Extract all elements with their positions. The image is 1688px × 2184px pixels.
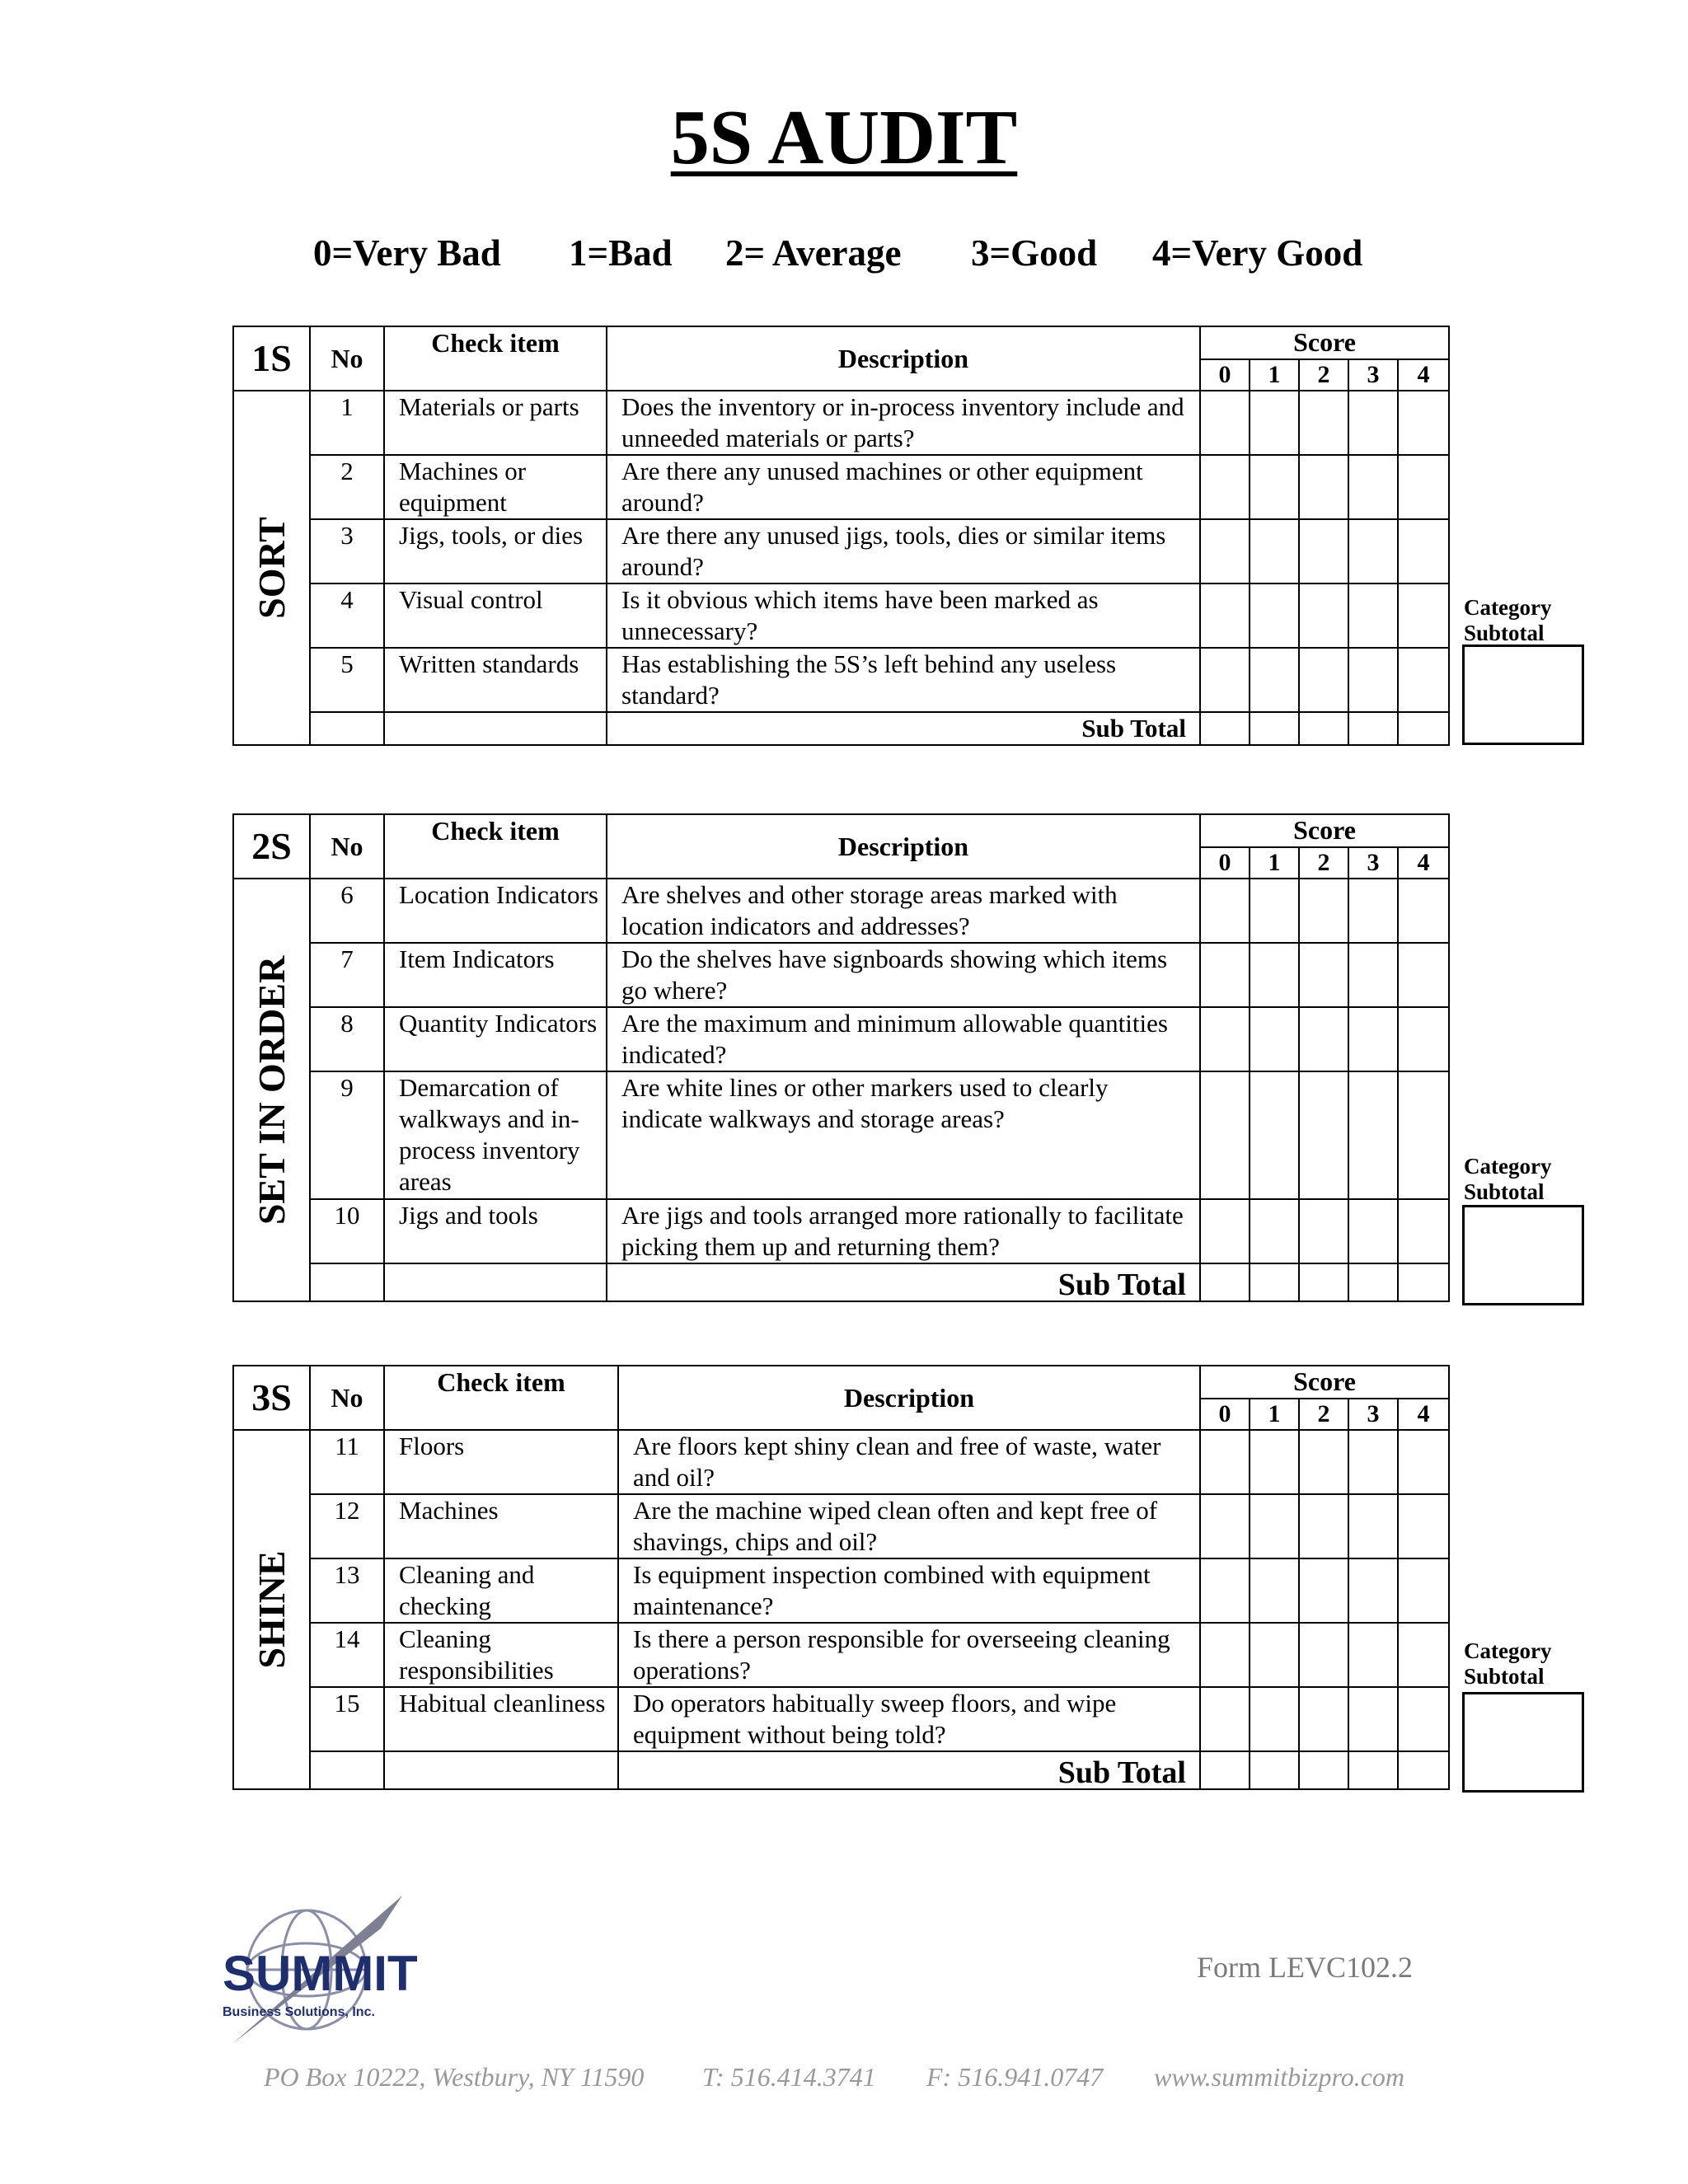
item-number: 13 bbox=[310, 1558, 384, 1623]
score-cell-0[interactable] bbox=[1200, 1430, 1250, 1494]
check-item: Floors bbox=[384, 1430, 618, 1494]
subtotal-score-cell-2[interactable] bbox=[1299, 1263, 1348, 1301]
score-cell-0[interactable] bbox=[1200, 879, 1250, 943]
item-description: Does the inventory or in-process inventory include and unneeded materials or parts? bbox=[607, 391, 1200, 455]
score-header-1: 1 bbox=[1250, 847, 1299, 879]
header-check-item: Check item bbox=[384, 814, 607, 879]
subtotal-score-cell-3[interactable] bbox=[1348, 712, 1398, 745]
section-3s bbox=[232, 1365, 1450, 1790]
score-cell-1[interactable] bbox=[1250, 455, 1299, 519]
subtotal-score-cell-4[interactable] bbox=[1398, 1751, 1449, 1789]
score-cell-2[interactable] bbox=[1299, 1687, 1348, 1751]
score-cell-0[interactable] bbox=[1200, 943, 1250, 1007]
table-row bbox=[233, 648, 1449, 712]
logo-subtext: Business Solutions, Inc. bbox=[223, 2005, 375, 2019]
score-cell-2[interactable] bbox=[1299, 648, 1348, 712]
section-name: SORT bbox=[250, 517, 293, 619]
score-header-0: 0 bbox=[1200, 1399, 1250, 1430]
table-row bbox=[233, 455, 1449, 519]
section-code: 2S bbox=[233, 814, 310, 879]
table-row bbox=[233, 1007, 1449, 1071]
score-cell-4[interactable] bbox=[1398, 943, 1449, 1007]
item-number: 7 bbox=[310, 943, 384, 1007]
footer-fax: F: 516.941.0747 bbox=[926, 2062, 1104, 2092]
score-cell-2[interactable] bbox=[1299, 1430, 1348, 1494]
table-row bbox=[233, 519, 1449, 583]
item-number: 15 bbox=[310, 1687, 384, 1751]
footer-website: www.summitbizpro.com bbox=[1154, 2062, 1405, 2092]
item-number: 2 bbox=[310, 455, 384, 519]
score-header-4: 4 bbox=[1398, 847, 1449, 879]
section-name: SET IN ORDER bbox=[250, 955, 293, 1225]
score-cell-3[interactable] bbox=[1348, 648, 1398, 712]
section-name: SHINE bbox=[250, 1550, 293, 1669]
section-name-cell bbox=[233, 879, 310, 1301]
score-cell-1[interactable] bbox=[1250, 1007, 1299, 1071]
table-row bbox=[233, 1199, 1449, 1263]
score-cell-0[interactable] bbox=[1200, 391, 1250, 455]
category-subtotal-label bbox=[1464, 1638, 1551, 1690]
section-name-cell bbox=[233, 1430, 310, 1789]
score-cell-4[interactable] bbox=[1398, 1007, 1449, 1071]
check-item: Cleaning and checking bbox=[384, 1558, 618, 1623]
score-cell-0[interactable] bbox=[1200, 1623, 1250, 1687]
audit-table bbox=[232, 326, 1450, 746]
check-item: Item Indicators bbox=[384, 943, 607, 1007]
score-cell-4[interactable] bbox=[1398, 648, 1449, 712]
subtotal-score-cell-2[interactable] bbox=[1299, 1751, 1348, 1789]
score-cell-3[interactable] bbox=[1348, 1199, 1398, 1263]
score-cell-1[interactable] bbox=[1250, 648, 1299, 712]
score-header-2: 2 bbox=[1299, 847, 1348, 879]
check-item: Cleaning responsibilities bbox=[384, 1623, 618, 1687]
subtotal-blank bbox=[384, 1263, 607, 1301]
item-number: 10 bbox=[310, 1199, 384, 1263]
header-check-item: Check item bbox=[384, 1366, 618, 1430]
score-cell-1[interactable] bbox=[1250, 879, 1299, 943]
table-row bbox=[233, 1623, 1449, 1687]
score-header-4: 4 bbox=[1398, 359, 1449, 391]
item-description: Is there a person responsible for overseeing cleaning operations? bbox=[618, 1623, 1200, 1687]
check-item: Demarcation of walkways and in-process inventory areas bbox=[384, 1071, 607, 1199]
score-cell-2[interactable] bbox=[1299, 1007, 1348, 1071]
header-description: Description bbox=[607, 326, 1200, 391]
score-cell-1[interactable] bbox=[1250, 1623, 1299, 1687]
subtotal-blank bbox=[310, 1751, 384, 1789]
audit-table bbox=[232, 813, 1450, 1302]
score-cell-0[interactable] bbox=[1200, 519, 1250, 583]
header-description: Description bbox=[618, 1366, 1200, 1430]
score-header-4: 4 bbox=[1398, 1399, 1449, 1430]
score-cell-1[interactable] bbox=[1250, 1558, 1299, 1623]
score-header-3: 3 bbox=[1348, 1399, 1398, 1430]
score-cell-4[interactable] bbox=[1398, 519, 1449, 583]
item-number: 3 bbox=[310, 519, 384, 583]
audit-table bbox=[232, 1365, 1450, 1790]
table-row bbox=[233, 1494, 1449, 1558]
subtotal-blank bbox=[384, 1751, 618, 1789]
score-cell-2[interactable] bbox=[1299, 879, 1348, 943]
item-number: 9 bbox=[310, 1071, 384, 1199]
category-label-line1: Category bbox=[1464, 595, 1552, 620]
score-cell-1[interactable] bbox=[1250, 1199, 1299, 1263]
score-cell-0[interactable] bbox=[1200, 1687, 1250, 1751]
score-cell-3[interactable] bbox=[1348, 1623, 1398, 1687]
score-cell-4[interactable] bbox=[1398, 583, 1449, 648]
category-label-line1: Category bbox=[1464, 1154, 1552, 1179]
subtotal-score-cell-1[interactable] bbox=[1250, 712, 1299, 745]
score-cell-1[interactable] bbox=[1250, 1430, 1299, 1494]
subtotal-score-cell-0[interactable] bbox=[1200, 712, 1250, 745]
category-label-line2: Subtotal bbox=[1464, 1664, 1545, 1689]
score-cell-2[interactable] bbox=[1299, 391, 1348, 455]
score-cell-2[interactable] bbox=[1299, 1558, 1348, 1623]
item-description: Are jigs and tools arranged more rationally to facilitate picking them up and returning them? bbox=[607, 1199, 1200, 1263]
score-cell-0[interactable] bbox=[1200, 1007, 1250, 1071]
score-cell-4[interactable] bbox=[1398, 879, 1449, 943]
category-label-line2: Subtotal bbox=[1464, 1179, 1545, 1204]
check-item: Machines or equipment bbox=[384, 455, 607, 519]
score-cell-4[interactable] bbox=[1398, 455, 1449, 519]
item-number: 6 bbox=[310, 879, 384, 943]
table-row bbox=[233, 1558, 1449, 1623]
section-code: 1S bbox=[233, 326, 310, 391]
item-description: Do the shelves have signboards showing which items go where? bbox=[607, 943, 1200, 1007]
subtotal-score-cell-3[interactable] bbox=[1348, 1263, 1398, 1301]
score-cell-1[interactable] bbox=[1250, 583, 1299, 648]
subtotal-blank bbox=[384, 712, 607, 745]
table-row bbox=[233, 391, 1449, 455]
score-cell-0[interactable] bbox=[1200, 1199, 1250, 1263]
category-subtotal-label bbox=[1464, 595, 1551, 646]
subtotal-score-cell-4[interactable] bbox=[1398, 1263, 1449, 1301]
check-item: Location Indicators bbox=[384, 879, 607, 943]
item-description: Are shelves and other storage areas marked with location indicators and addresses? bbox=[607, 879, 1200, 943]
score-cell-2[interactable] bbox=[1299, 583, 1348, 648]
section-name-cell bbox=[233, 391, 310, 745]
item-description: Are white lines or other markers used to clearly indicate walkways and storage areas? bbox=[607, 1071, 1200, 1199]
header-no: No bbox=[310, 1366, 384, 1430]
score-cell-1[interactable] bbox=[1250, 1687, 1299, 1751]
score-cell-0[interactable] bbox=[1200, 1494, 1250, 1558]
score-cell-0[interactable] bbox=[1200, 1558, 1250, 1623]
subtotal-score-cell-4[interactable] bbox=[1398, 712, 1449, 745]
score-cell-4[interactable] bbox=[1398, 1623, 1449, 1687]
category-subtotal-box[interactable] bbox=[1462, 1692, 1584, 1793]
score-cell-2[interactable] bbox=[1299, 943, 1348, 1007]
header-description: Description bbox=[607, 814, 1200, 879]
subtotal-blank bbox=[310, 712, 384, 745]
check-item: Jigs, tools, or dies bbox=[384, 519, 607, 583]
score-cell-1[interactable] bbox=[1250, 1494, 1299, 1558]
footer-phone: T: 516.414.3741 bbox=[702, 2062, 876, 2092]
item-description: Are there any unused machines or other equipment around? bbox=[607, 455, 1200, 519]
scale-3: 3=Good bbox=[971, 232, 1098, 274]
score-cell-0[interactable] bbox=[1200, 455, 1250, 519]
score-cell-3[interactable] bbox=[1348, 1007, 1398, 1071]
score-cell-3[interactable] bbox=[1348, 1558, 1398, 1623]
table-row bbox=[233, 943, 1449, 1007]
table-row bbox=[233, 1687, 1449, 1751]
score-header-3: 3 bbox=[1348, 359, 1398, 391]
score-cell-3[interactable] bbox=[1348, 455, 1398, 519]
header-no: No bbox=[310, 814, 384, 879]
section-1s bbox=[232, 326, 1450, 746]
item-description: Is it obvious which items have been marked as unnecessary? bbox=[607, 583, 1200, 648]
subtotal-label: Sub Total bbox=[607, 712, 1200, 745]
item-number: 1 bbox=[310, 391, 384, 455]
score-cell-1[interactable] bbox=[1250, 943, 1299, 1007]
check-item: Materials or parts bbox=[384, 391, 607, 455]
table-row bbox=[233, 583, 1449, 648]
header-check-item: Check item bbox=[384, 326, 607, 391]
subtotal-row bbox=[233, 1263, 1449, 1301]
score-cell-2[interactable] bbox=[1299, 1071, 1348, 1199]
scale-1: 1=Bad bbox=[569, 232, 673, 274]
check-item: Quantity Indicators bbox=[384, 1007, 607, 1071]
score-cell-2[interactable] bbox=[1299, 519, 1348, 583]
score-cell-4[interactable] bbox=[1398, 1494, 1449, 1558]
table-row bbox=[233, 1430, 1449, 1494]
score-cell-3[interactable] bbox=[1348, 1071, 1398, 1199]
item-description: Are there any unused jigs, tools, dies or similar items around? bbox=[607, 519, 1200, 583]
item-number: 8 bbox=[310, 1007, 384, 1071]
subtotal-label: Sub Total bbox=[618, 1751, 1200, 1789]
item-number: 12 bbox=[310, 1494, 384, 1558]
summit-logo bbox=[216, 1887, 430, 2052]
score-cell-4[interactable] bbox=[1398, 1687, 1449, 1751]
score-cell-3[interactable] bbox=[1348, 519, 1398, 583]
score-header-3: 3 bbox=[1348, 847, 1398, 879]
score-cell-3[interactable] bbox=[1348, 943, 1398, 1007]
subtotal-score-cell-1[interactable] bbox=[1250, 1263, 1299, 1301]
header-score: Score bbox=[1200, 1366, 1449, 1399]
subtotal-score-cell-0[interactable] bbox=[1200, 1263, 1250, 1301]
item-number: 11 bbox=[310, 1430, 384, 1494]
category-subtotal-box[interactable] bbox=[1462, 644, 1584, 745]
score-cell-0[interactable] bbox=[1200, 648, 1250, 712]
header-no: No bbox=[310, 326, 384, 391]
score-cell-3[interactable] bbox=[1348, 583, 1398, 648]
score-cell-4[interactable] bbox=[1398, 1558, 1449, 1623]
score-cell-1[interactable] bbox=[1250, 1071, 1299, 1199]
item-description: Are the maximum and minimum allowable quantities indicated? bbox=[607, 1007, 1200, 1071]
category-subtotal-label bbox=[1464, 1154, 1551, 1205]
check-item: Written standards bbox=[384, 648, 607, 712]
scale-4: 4=Very Good bbox=[1152, 232, 1363, 274]
check-item: Jigs and tools bbox=[384, 1199, 607, 1263]
score-cell-1[interactable] bbox=[1250, 519, 1299, 583]
form-number: Form LEVC102.2 bbox=[1197, 1951, 1414, 1984]
subtotal-label: Sub Total bbox=[607, 1263, 1200, 1301]
score-cell-2[interactable] bbox=[1299, 1623, 1348, 1687]
score-cell-4[interactable] bbox=[1398, 1199, 1449, 1263]
section-2s bbox=[232, 813, 1450, 1302]
score-cell-1[interactable] bbox=[1250, 391, 1299, 455]
score-cell-2[interactable] bbox=[1299, 455, 1348, 519]
score-header-1: 1 bbox=[1250, 1399, 1299, 1430]
score-cell-4[interactable] bbox=[1398, 391, 1449, 455]
item-description: Has establishing the 5S’s left behind any useless standard? bbox=[607, 648, 1200, 712]
subtotal-score-cell-3[interactable] bbox=[1348, 1751, 1398, 1789]
table-row bbox=[233, 879, 1449, 943]
score-cell-3[interactable] bbox=[1348, 1687, 1398, 1751]
logo-text: SUMMIT bbox=[223, 1946, 418, 2001]
item-description: Are floors kept shiny clean and free of waste, water and oil? bbox=[618, 1430, 1200, 1494]
subtotal-score-cell-0[interactable] bbox=[1200, 1751, 1250, 1789]
score-cell-2[interactable] bbox=[1299, 1494, 1348, 1558]
item-number: 14 bbox=[310, 1623, 384, 1687]
score-cell-3[interactable] bbox=[1348, 1494, 1398, 1558]
score-header-0: 0 bbox=[1200, 847, 1250, 879]
item-number: 5 bbox=[310, 648, 384, 712]
page-title: 5S AUDIT bbox=[670, 95, 1018, 180]
score-cell-3[interactable] bbox=[1348, 879, 1398, 943]
subtotal-blank bbox=[310, 1263, 384, 1301]
footer-address: PO Box 10222, Westbury, NY 11590 bbox=[264, 2062, 645, 2092]
header-score: Score bbox=[1200, 814, 1449, 847]
score-header-2: 2 bbox=[1299, 359, 1348, 391]
category-label-line1: Category bbox=[1464, 1638, 1552, 1663]
check-item: Habitual cleanliness bbox=[384, 1687, 618, 1751]
score-cell-0[interactable] bbox=[1200, 1071, 1250, 1199]
subtotal-score-cell-1[interactable] bbox=[1250, 1751, 1299, 1789]
subtotal-row bbox=[233, 1751, 1449, 1789]
scale-0: 0=Very Bad bbox=[313, 232, 501, 274]
check-item: Machines bbox=[384, 1494, 618, 1558]
score-cell-2[interactable] bbox=[1299, 1199, 1348, 1263]
score-cell-0[interactable] bbox=[1200, 583, 1250, 648]
item-number: 4 bbox=[310, 583, 384, 648]
subtotal-score-cell-2[interactable] bbox=[1299, 712, 1348, 745]
table-row bbox=[233, 1071, 1449, 1199]
category-subtotal-box[interactable] bbox=[1462, 1205, 1584, 1305]
header-score: Score bbox=[1200, 326, 1449, 359]
score-header-1: 1 bbox=[1250, 359, 1299, 391]
score-cell-3[interactable] bbox=[1348, 1430, 1398, 1494]
score-header-2: 2 bbox=[1299, 1399, 1348, 1430]
subtotal-row bbox=[233, 712, 1449, 745]
score-cell-3[interactable] bbox=[1348, 391, 1398, 455]
check-item: Visual control bbox=[384, 583, 607, 648]
scale-2: 2= Average bbox=[725, 232, 902, 274]
category-label-line2: Subtotal bbox=[1464, 621, 1545, 645]
item-description: Are the machine wiped clean often and kept free of shavings, chips and oil? bbox=[618, 1494, 1200, 1558]
score-cell-4[interactable] bbox=[1398, 1430, 1449, 1494]
section-code: 3S bbox=[233, 1366, 310, 1430]
score-cell-4[interactable] bbox=[1398, 1071, 1449, 1199]
item-description: Do operators habitually sweep floors, and wipe equipment without being told? bbox=[618, 1687, 1200, 1751]
score-header-0: 0 bbox=[1200, 359, 1250, 391]
item-description: Is equipment inspection combined with equipment maintenance? bbox=[618, 1558, 1200, 1623]
